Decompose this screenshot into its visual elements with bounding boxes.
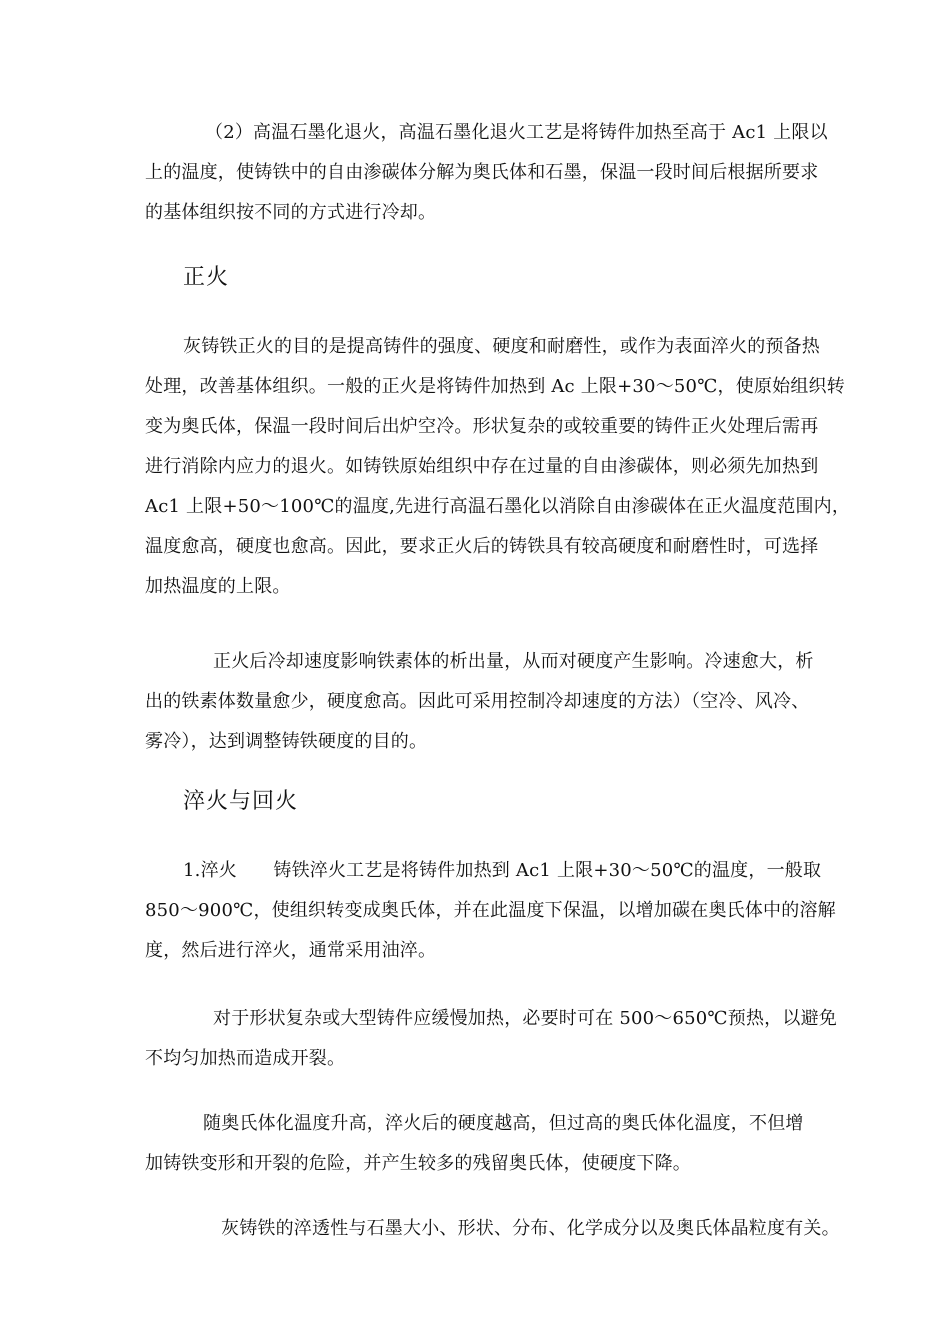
text-line: 加铸铁变形和开裂的危险，并产生较多的残留奥氏体，使硬度下降。 <box>145 1153 691 1174</box>
paragraph-hardenability <box>145 1209 850 1249</box>
text-line: 对于形状复杂或大型铸件应缓慢加热，必要时可在 500～650℃预热，以避免 <box>213 1008 837 1029</box>
text-line: （2）高温石墨化退火，高温石墨化退火工艺是将铸件加热至高于 Ac1 上限以 <box>205 122 828 143</box>
text-line: 不均匀加热而造成开裂。 <box>145 1048 346 1069</box>
text-line: 随奥氏体化温度升高，淬火后的硬度越高，但过高的奥氏体化温度，不但增 <box>203 1113 804 1134</box>
text-line: 加热温度的上限。 <box>145 576 291 597</box>
text-line: Ac1 上限+50～100℃的温度,先进行高温石墨化以消除自由渗碳体在正火温度范围内， <box>145 496 851 517</box>
text-line: 的基体组织按不同的方式进行冷却。 <box>145 202 437 223</box>
paragraph-austenitizing-temperature <box>145 1104 850 1184</box>
text-line: 正火后冷却速度影响铁素体的析出量，从而对硬度产生影响。冷速愈大，析 <box>213 651 814 672</box>
paragraph-cooling-rate <box>145 642 850 762</box>
text-line: 处理，改善基体组织。一般的正火是将铸件加热到 Ac 上限+30～50℃，使原始组织转 <box>145 376 845 397</box>
text-line: 上的温度，使铸铁中的自由渗碳体分解为奥氏体和石墨，保温一段时间后根据所要求 <box>145 162 819 183</box>
section-heading-normalizing: 正火 <box>183 265 230 290</box>
section-heading-quench-temper: 淬火与回火 <box>183 789 299 814</box>
text-line: 变为奥氏体，保温一段时间后出炉空冷。形状复杂的或较重要的铸件正火处理后需再 <box>145 416 819 437</box>
text-line: 温度愈高，硬度也愈高。因此，要求正火后的铸铁具有较高硬度和耐磨性时，可选择 <box>145 536 819 557</box>
paragraph-slow-heating <box>145 999 850 1079</box>
paragraph-high-temp-graphitization <box>145 113 850 233</box>
text-line: 进行消除内应力的退火。如铸铁原始组织中存在过量的自由渗碳体，则必须先加热到 <box>145 456 819 477</box>
text-line: 灰铸铁的淬透性与石墨大小、形状、分布、化学成分以及奥氏体晶粒度有关。 <box>221 1218 840 1239</box>
paragraph-quenching <box>145 851 850 971</box>
paragraph-normalizing-purpose <box>145 327 850 607</box>
text-line: 灰铸铁正火的目的是提高铸件的强度、硬度和耐磨性，或作为表面淬火的预备热 <box>183 336 820 357</box>
text-line: 度，然后进行淬火，通常采用油淬。 <box>145 940 437 961</box>
text-line: 850～900℃，使组织转变成奥氏体，并在此温度下保温，以增加碳在奥氏体中的溶解 <box>145 900 836 921</box>
text-line: 1.淬火 铸铁淬火工艺是将铸件加热到 Ac1 上限+30～50℃的温度，一般取 <box>183 860 822 881</box>
text-line: 出的铁素体数量愈少，硬度愈高。因此可采用控制冷却速度的方法）（空冷、风冷、 <box>145 691 810 712</box>
text-line: 雾冷），达到调整铸铁硬度的目的。 <box>145 731 428 752</box>
